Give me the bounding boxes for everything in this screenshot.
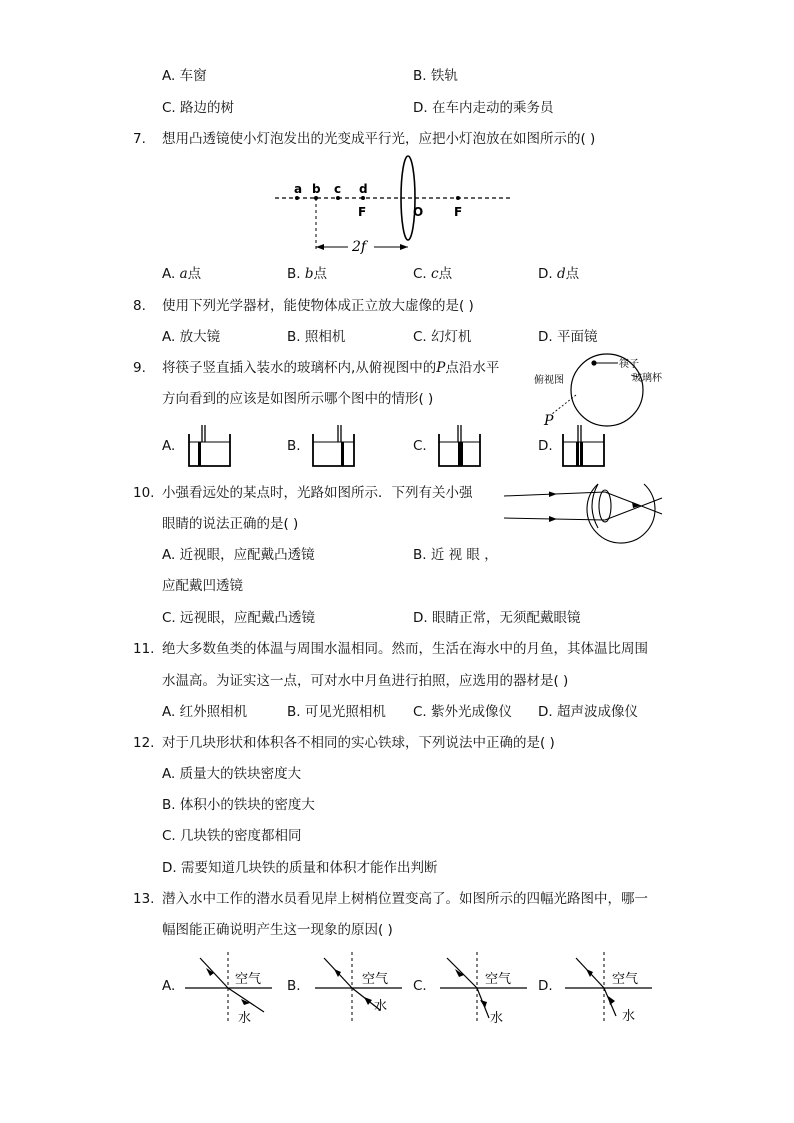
q11-stem-line2: 水温高。为证实这一点，可对水中月鱼进行拍照，应选用的器材是( ): [162, 673, 569, 689]
q6-option-a: A. 车窗: [162, 68, 207, 84]
q12-option-a: A. 质量大的铁块密度大: [162, 766, 302, 782]
q9-chopstick-label: 筷子: [619, 359, 639, 370]
q13-option-a-figure: [180, 950, 280, 1030]
q11-option-c: C. 紫外光成像仪: [413, 704, 513, 720]
q10-option-b: B. 近 视 眼 ，: [413, 547, 498, 563]
q13-option-b: B.: [287, 978, 301, 994]
q7-lens-figure: [270, 150, 520, 260]
q9-sight-line: [552, 395, 576, 414]
q7-right-focus-dot: [456, 196, 460, 200]
q13-option-d-figure: [560, 950, 660, 1030]
q8-number: 8.: [133, 298, 146, 314]
q10-option-d: D. 眼睛正常，无须配戴眼镜: [413, 610, 581, 626]
q7-option-c: C. c点: [413, 266, 453, 282]
q11-option-d: D. 超声波成像仪: [538, 704, 638, 720]
q7-label-focus-right: F: [454, 205, 463, 219]
q9-option-c-figure: [436, 422, 486, 470]
q13-number: 13.: [133, 891, 155, 907]
q13-option-c-figure: [435, 950, 535, 1030]
q13-stem-line2: 幅图能正确说明产生这一现象的原因( ): [162, 922, 393, 938]
q7-dimension-arrow-right: [400, 244, 408, 250]
q7-point-c-dot: [336, 196, 340, 200]
q9-option-c: C.: [413, 438, 427, 454]
q13-stem-line1: 潜入水中工作的潜水员看见岸上树梢位置变高了。如图所示的四幅光路图中，哪一: [162, 891, 648, 907]
q9-chopstick-dot: [591, 360, 596, 365]
q7-label-c: c: [334, 182, 342, 196]
q6-option-c: C. 路边的树: [162, 100, 235, 116]
q10-option-a: A. 近视眼，应配戴凸透镜: [162, 547, 315, 563]
q9-option-d-figure: [560, 422, 610, 470]
q9-stem-line2: 方向看到的应该是如图所示哪个图中的情形( ): [162, 391, 434, 407]
q13-option-b-figure: [310, 950, 410, 1030]
q11-option-a: A. 红外照相机: [162, 704, 248, 720]
q9-option-a: A.: [162, 438, 176, 454]
q9-stem-line1: 将筷子竖直插入装水的玻璃杯内,从俯视图中的P点沿水平: [162, 360, 500, 376]
q6-option-b: B. 铁轨: [413, 68, 458, 84]
q8-stem: 使用下列光学器材，能使物体成正立放大虚像的是( ): [162, 298, 474, 314]
q13-b-water-label: 水: [374, 999, 388, 1014]
q13-b-air-label: 空气: [362, 972, 389, 987]
q7-label-a: a: [294, 182, 303, 196]
q7-number: 7.: [133, 131, 146, 147]
q13-a-air-label: 空气: [235, 972, 262, 987]
q12-option-b: B. 体积小的铁块的密度大: [162, 797, 315, 813]
q9-option-a-figure: [186, 422, 236, 470]
q9-number: 9.: [133, 360, 146, 376]
q9-option-d: D.: [538, 438, 553, 454]
q10-number: 10.: [133, 485, 155, 501]
q10-eye-figure: [502, 472, 672, 542]
q9-glass-label: 玻璃杯: [632, 373, 662, 384]
q9-top-view-figure: [530, 350, 700, 435]
q10-stem-line2: 眼睛的说法正确的是( ): [162, 516, 299, 532]
q7-label-b: b: [312, 182, 321, 196]
q7-point-d-dot: [361, 196, 365, 200]
q11-stem-line1: 绝大多数鱼类的体温与周围水温相同。然而，生活在海水中的月鱼，其体温比周围: [162, 641, 648, 657]
q13-option-c: C.: [413, 978, 427, 994]
q13-c-air-label: 空气: [485, 972, 512, 987]
q12-option-c: C. 几块铁的密度都相同: [162, 828, 302, 844]
q11-option-b: B. 可见光照相机: [287, 704, 386, 720]
q9-point-p-label: P: [544, 413, 554, 429]
q13-c-water-label: 水: [490, 1011, 504, 1026]
q7-point-a-dot: [295, 196, 299, 200]
q8-option-a: A. 放大镜: [162, 329, 221, 345]
q10-stem-line1: 小强看远处的某点时，光路如图所示．下列有关小强: [162, 485, 473, 501]
q7-label-focus-left: F: [358, 205, 367, 219]
q7-option-b: B. b点: [287, 266, 328, 282]
q12-stem: 对于几块形状和体积各不相同的实心铁球，下列说法中正确的是( ): [162, 735, 555, 751]
q10-option-c: C. 远视眼，应配戴凸透镜: [162, 610, 316, 626]
q8-option-c: C. 幻灯机: [413, 329, 472, 345]
q13-option-d: D.: [538, 978, 553, 994]
q11-number: 11.: [133, 641, 155, 657]
q9-option-b: B.: [287, 438, 301, 454]
q7-option-a: A. a点: [162, 266, 202, 282]
q13-option-a: A.: [162, 978, 176, 994]
q7-stem: 想用凸透镜使小灯泡发出的光变成平行光，应把小灯泡放在如图所示的( ): [162, 131, 596, 147]
q7-dimension-arrow-left: [316, 244, 324, 250]
q8-option-b: B. 照相机: [287, 329, 346, 345]
q12-number: 12.: [133, 735, 155, 751]
q7-label-2f: 2f: [352, 239, 367, 255]
q6-option-d: D. 在车内走动的乘务员: [413, 100, 554, 116]
q7-label-center: O: [413, 205, 424, 219]
q7-label-d: d: [359, 182, 368, 196]
q10-eye-lens: [599, 490, 611, 522]
q8-option-d: D. 平面镜: [538, 329, 598, 345]
q7-option-d: D. d点: [538, 266, 580, 282]
q12-option-d: D. 需要知道几块铁的质量和体积才能作出判断: [162, 860, 438, 876]
q13-d-air-label: 空气: [612, 972, 639, 987]
q10-option-b-cont: 应配戴凹透镜: [162, 578, 243, 594]
q9-top-view-label: 俯视图: [534, 375, 564, 386]
q9-option-b-figure: [310, 422, 360, 470]
q13-d-water-label: 水: [622, 1009, 636, 1024]
q13-a-water-label: 水: [238, 1011, 252, 1026]
